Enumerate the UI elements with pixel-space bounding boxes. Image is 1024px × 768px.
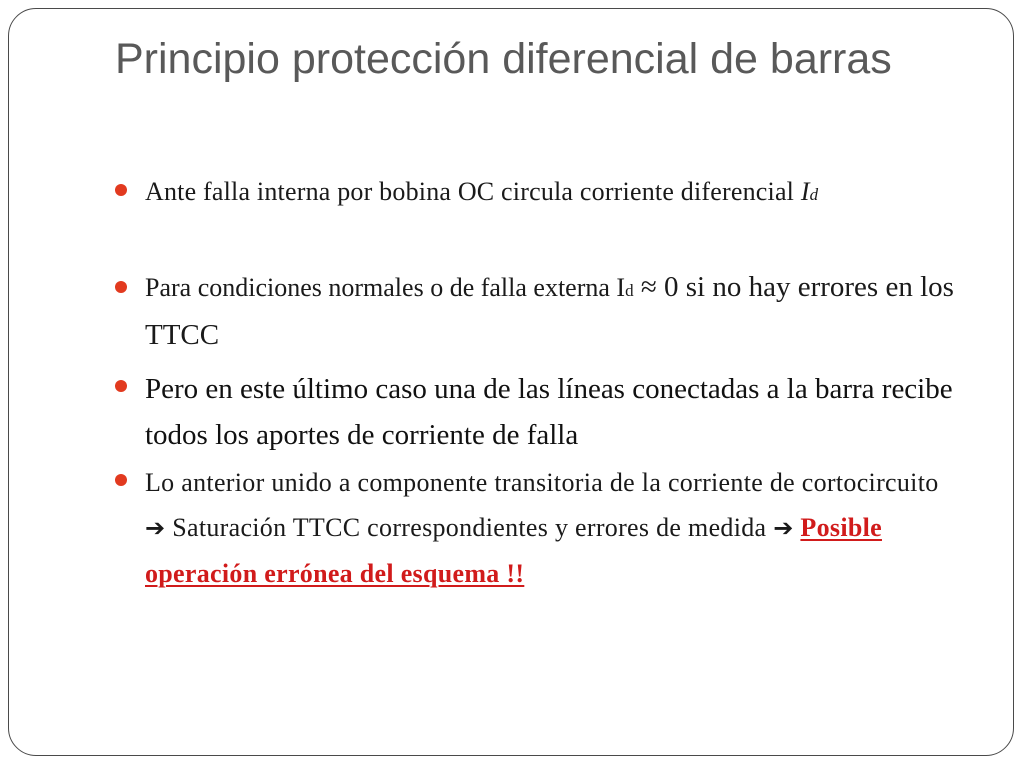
bullet-text-4: [145, 460, 965, 596]
bullet-2-text-b: ≈ 0 si no hay errores en los TTCC: [145, 271, 954, 351]
current-subscript: d: [625, 281, 634, 300]
round-bullet-icon: [115, 380, 127, 392]
bullet-text-2: [145, 265, 965, 358]
bullet-4-text-b: Saturación TTCC correspondientes y errores de medida: [165, 513, 774, 542]
bullet-2-text-a: Para condiciones normales o de falla externa I: [145, 273, 626, 302]
bullet-1-text: Ante falla interna por bobina OC circula corriente diferencial: [145, 177, 801, 206]
round-bullet-icon: [115, 281, 127, 293]
bullet-text-3: Pero en este último caso una de las líneas conectadas a la barra recibe todos los aportes de corriente de falla: [145, 373, 953, 451]
slide-title: Principio protección diferencial de barras: [115, 35, 892, 83]
bullet-text-1: [145, 170, 965, 217]
bullet-4-text-a: Lo anterior unido a componente transitoria de la corriente de cortocircuito: [145, 468, 939, 497]
current-variable: I: [800, 177, 810, 206]
right-arrow-icon: ➔: [145, 514, 166, 542]
right-arrow-icon: ➔: [773, 514, 794, 542]
current-subscript: d: [809, 185, 819, 204]
round-bullet-icon: [115, 184, 127, 196]
round-bullet-icon: [115, 474, 127, 486]
emphasis-text: Posible operación errónea del esquema !!: [145, 513, 882, 588]
